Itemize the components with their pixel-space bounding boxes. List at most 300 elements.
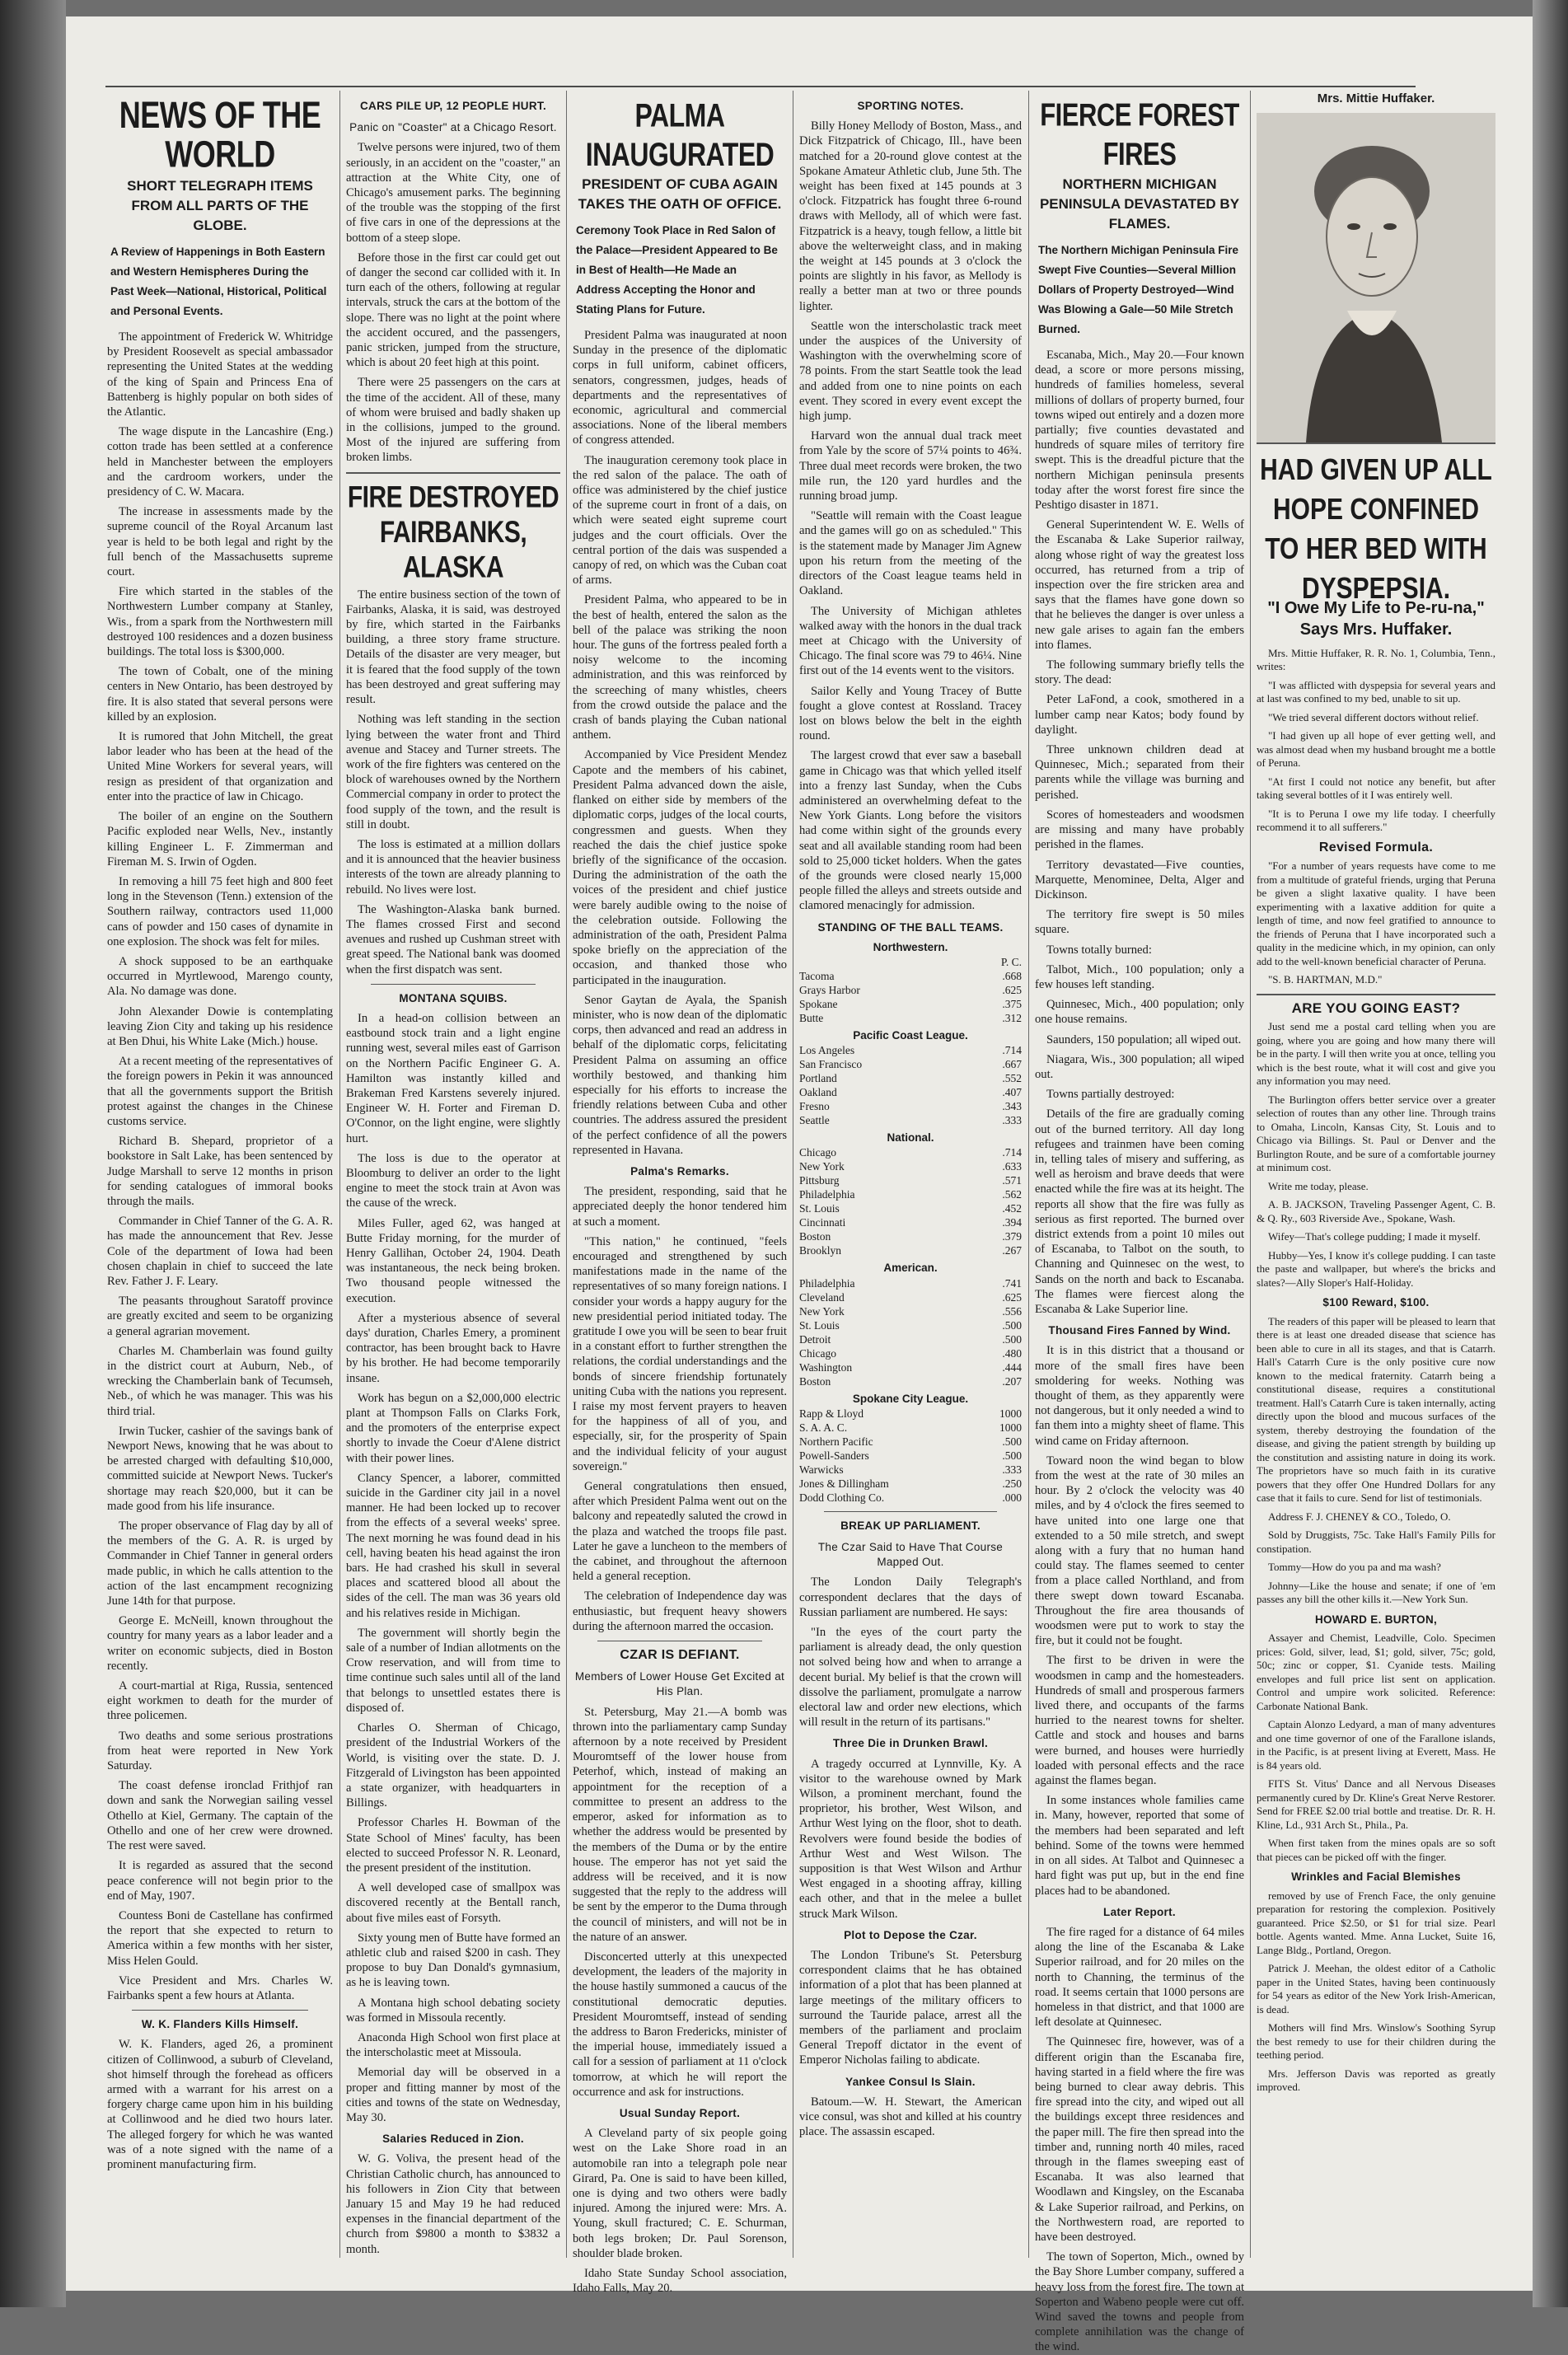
paragraph: Scores of homesteaders and woodsmen are missing and many have probably perished in the flames. (1035, 808, 1244, 852)
subhead: PRESIDENT OF CUBA AGAIN TAKES THE OATH OF OFFICE. (578, 176, 782, 212)
paragraph: General Superintendent W. E. Wells of the Escanaba & Lake Superior railway, along whose right of way the greatest loss occurred, has returned from a trip of inspection over the fire stricken area and says that the flames have gone down so that he believes the danger is over unless a new gale arises to again fan the embers into flames. (1035, 518, 1244, 652)
team-percentage: .625 (1002, 1290, 1022, 1304)
column-news-of-the-world (107, 92, 333, 2259)
team-percentage: .500 (1002, 1318, 1022, 1332)
team-percentage: .552 (1002, 1072, 1022, 1085)
ad-headline: HAD GIVEN UP ALL HOPE CONFINED TO HER BED WITH DYSPEPSIA. (1260, 453, 1492, 605)
table-row (799, 1435, 1022, 1449)
paragraph: Two deaths and some serious prostrations from heat were reported in New York Saturday. (107, 1729, 333, 1773)
team-percentage: .000 (1002, 1491, 1022, 1504)
team-percentage: .633 (1002, 1160, 1022, 1173)
paragraph: A Montana high school debating society was formed in Missoula recently. (346, 1996, 560, 2025)
paragraph: The proper observance of Flag day by all of the members of the G. A. R. is urged by Commander in Chief Tanner in general orders made public, in which he calls attention to the action of the last encampment recognizing June 14th for that purpose. (107, 1519, 333, 1608)
headline: FIERCE FOREST FIRES (1040, 96, 1239, 172)
paragraph: The town of Soperton, Mich., owned by the Bay Shore Lumber company, suffered a heavy loss from the forest fire. The town at Soperton and Wabeno people were cut off. Wind saved the towns and people from complete annihilation was the change of the wind. (1035, 2250, 1244, 2354)
table-header-row (799, 955, 1022, 969)
paragraph: A Cleveland party of six people going west on the Lake Shore road in an automobile ran into a telegraph pole near Girard, Pa. One is said to have been killed, one is dying and two others were badly injured. Among the injured were: Mrs. A. Young, skull fractured; C. E. Schurman, both legs broken; Dr. Paul Sorenson, shoulder blade broken. (573, 2127, 787, 2260)
paragraph: In some instances whole families came in. Many, however, reported that some of the members had been separated and left behind. Some of the towns were hemmed in on all sides. At Talbot and Quinnesec a hard fight was put up, but in the end fine places had to be abandoned. (1035, 1794, 1244, 1898)
article-body (1035, 1343, 1244, 1898)
table-row (799, 1463, 1022, 1477)
team-name: Powell-Sanders (799, 1449, 869, 1462)
paragraph: In removing a hill 75 feet high and 800 feet long in the Stevenson (Tenn.) extension of the Southern railway, contractors used 11,000 cans of powder and 150 cases of dynamite in one explosion. The shock was felt for miles. (107, 874, 333, 948)
article-kicker: CZAR IS DEFIANT. (620, 1648, 740, 1663)
article-body (573, 328, 787, 1158)
paragraph: removed by use of French Face, the only genuine preparation for restoring the complexion. Positively guaranteed. Price $2.50, or $1 for trial size. Pearl bottle. Agents wanted. Mme. Anna Lucket, Suite 16, Lange Bldg., Portland, Oregon. (1257, 1889, 1495, 1956)
team-percentage: .668 (1002, 969, 1022, 982)
paragraph: "For a number of years requests have come to me from a multitude of grateful friends, urging that Peruna be given a slight laxative quality. I have been experimenting with a laxative addition for quite a length of time, and now feel gratified to announce to the friends of Peruna that I have incorporated such a quality in the medicine which, in my opinion, can only add to the well-known beneficial character of Peruna. (1257, 859, 1495, 967)
article-body (346, 588, 560, 977)
team-percentage: .250 (1002, 1477, 1022, 1490)
paragraph: The town of Cobalt, one of the mining centers in New Ontario, has been destroyed by fire. It is also stated that several persons were killed by an explosion. (107, 665, 333, 723)
deck: Ceremony Took Place in Red Salon of the Palace—President Appeared to Be in Best of Health—He Made an Address Accepting the Honor and Stating Plans for Future. (576, 224, 778, 316)
standings-title: STANDING OF THE BALL TEAMS. (817, 920, 1004, 934)
article-body (799, 1948, 1022, 2068)
standings-table (799, 1407, 1022, 1505)
paragraph: The Burlington offers better service over a greater selection of routes than any other line. Through trains to Omaha, Lincoln, Kansas City, St. Louis and to Chicago via Billings. St. Paul or Denver and the Burlington Route, and be sure of a comfortable journey at minimum cost. (1257, 1093, 1495, 1173)
paragraph: Work has begun on a $2,000,000 electric plant at Thompson Falls on Clarks Fork, and the promoters of the enterprise expect shortly to invade the Coeur d'Alene district with their power lines. (346, 1391, 560, 1465)
table-row (799, 1374, 1022, 1388)
article-kicker: Salaries Reduced in Zion. (382, 2133, 524, 2146)
team-percentage: .500 (1002, 1449, 1022, 1462)
paragraph: President Palma was inaugurated at noon Sunday in the presence of the diplomatic corps in full uniform, cabinet officers, senators, congressmen, judges, heads of departments and the representatives of economic, agricultural and commercial associations. None of the liberal members of congress attended. (573, 329, 787, 447)
paragraph: Disconcerted utterly at this unexpected development, the leaders of the majority in the house hastily summoned a caucus of the constitutional democratic deputies. President Mouromtseff, instead of sending the address to Baron Fredericks, minister of the imperial house, immediately issued a call for a session of parliament at 11 o'clock tomorrow, at which he will report the occurrence and ask for instructions. (573, 1950, 787, 2099)
paragraph: Write me today, please. (1268, 1179, 1369, 1192)
headline: NEWS OF THE WORLD (119, 93, 321, 176)
paragraph: Commander in Chief Tanner of the G. A. R. has made the announcement that Rev. Jesse Cole of the department of Iowa had been chosen chaplain in chief to succeed the late Rev. Father J. F. Leary. (107, 1215, 333, 1288)
paragraph: Fire which started in the stables of the Northwestern Lumber company at Stanley, Wis., from a spark from the Northwestern mill destroyed 100 residences and a dozen business buildings. The total loss is $300,000. (107, 585, 333, 659)
paragraph: Richard B. Shepard, proprietor of a bookstore in Salt Lake, has been sentenced by Judge Marshall to serve 12 months in prison for sending catalogues of immoral books through the mails. (107, 1135, 333, 1208)
article-kicker: Later Report. (1103, 1905, 1176, 1918)
article-kicker: Yankee Consul Is Slain. (845, 2075, 976, 2088)
team-name: Detroit (799, 1332, 831, 1346)
paragraph: The increase in assessments made by the supreme council of the Royal Arcanum last year is held to be both legal and right by the full bench of the Massachusetts supreme court. (107, 505, 333, 579)
paragraph: General congratulations then ensued, after which President Palma went out on the balcony and repeatedly saluted the crowd in the plaza and watched the troops file past. Later he gave a luncheon to the members of the cabinet, and throughout the afternoon held a general reception. (573, 1480, 787, 1584)
paragraph: The wage dispute in the Lancashire (Eng.) cotton trade has been settled at a conference held in Manchester between the employers and the cardroom workers, under the presidency of C. W. Macara. (107, 425, 333, 499)
paragraph: Charles O. Sherman of Chicago, president of the Industrial Workers of the World, is visiting over the state. D. J. Fitzgerald of Livingston has been appointed a state organizer, with headquarters in Billings. (346, 1721, 560, 1810)
team-percentage: .375 (1002, 997, 1022, 1010)
team-percentage: .343 (1002, 1100, 1022, 1113)
team-percentage: .714 (1002, 1044, 1022, 1057)
paragraph: The first to be driven in were the woodsmen in camp and the homesteaders. Hundreds of small and prosperous farmers lived there, and occupants of the farms hurried to the nearest towns for shelter. Cattle and stock and houses and barns were burned, and houses were hurriedly loaded with personal effects and the race against the flames began. (1035, 1654, 1244, 1788)
team-name: Northern Pacific (799, 1435, 873, 1448)
ad-quote: "I Owe My Life to Pe-ru-na," Says Mrs. Huffaker. (1267, 598, 1485, 639)
paragraph: At a recent meeting of the representatives of the foreign powers in Pekin it was announced that all the governments support the British protest against the changes in the Chinese customs service. (107, 1055, 333, 1128)
paragraph: The fire raged for a distance of 64 miles along the line of the Escanaba & Lake Superior railroad, and for 20 miles on the north to Channing, the terminus of the road. It seems certain that 1000 persons are homeless in that district, and that 1000 are left desolate at Quinnesec. (1035, 1925, 1244, 2030)
paragraph: A court-martial at Riga, Russia, sentenced eight workmen to death for the murder of three policemen. (107, 1679, 333, 1723)
table-row (799, 1159, 1022, 1173)
scan-edge-right (1533, 0, 1568, 2307)
paragraph: The University of Michigan athletes walked away with the honors in the dual track meet at Chicago with the University of Chicago. The final score was 79 to 46¼. Nine first out of the 14 events went to the visitors. (799, 604, 1022, 678)
column-rule (1250, 91, 1251, 2258)
team-percentage: .407 (1002, 1086, 1022, 1099)
paragraph: It is rumored that John Mitchell, the great labor leader who has been at the head of the United Mine Workers for several years, will resign as president of that organization and enter into the practice of law in Chicago. (107, 730, 333, 803)
paragraph: Territory devastated—Five counties, Marquette, Menominee, Delta, Alger and Dickinson. (1035, 858, 1244, 901)
article-body (1035, 348, 1244, 1317)
article-body (346, 1011, 560, 2125)
article-deck: Members of Lower House Get Excited at His Plan. (574, 1670, 785, 1698)
paragraph: The celebration of Independence day was enthusiastic, but frequent heavy showers during the afternoon marred the occasion. (573, 1590, 787, 1633)
subhead: SHORT TELEGRAPH ITEMS FROM ALL PARTS OF THE GLOBE. (127, 178, 313, 233)
deck: A Review of Happenings in Both Eastern and Western Hemispheres During the Past Week—National, Historical, Political and Personal Events. (110, 246, 327, 317)
team-name: Cincinnati (799, 1216, 846, 1229)
paragraph: There were 25 passengers on the cars at the time of the accident. All of these, many of whom were bruised and badly shaken up in the collisions, jumped to the ground. Most of the injured are suffering from broken limbs. (346, 376, 560, 465)
paragraph: Countess Boni de Castellane has confirmed the report that she expected to return to America within a few months with her sister, Miss Helen Gould. (107, 1908, 333, 1968)
team-name: Seattle (799, 1114, 830, 1127)
paragraph: Accompanied by Vice President Mendez Capote and the members of his cabinet, President Palma advanced down the aisle, flanked on either side by members of the diplomatic corps, judges of the local courts, congressmen and guests. When they reached the dais the chief justice spoke briefly of the significance of the occasion. During the administration of the oath the voices of the president and chief justice were barely audible owing to the noise of the celebration outside. Following the administration of the oath, President Palma spoke briefly on the appreciation of the occasion, and thanked those who participated in the inauguration. (573, 748, 787, 987)
paragraph: Anaconda High School won first place at the interscholastic meet at Missoula. (346, 2030, 560, 2060)
team-name: Chicago (799, 1146, 836, 1159)
paragraph: "I was afflicted with dyspepsia for several years and at last was confined to my bed, unable to sit up. (1257, 678, 1495, 705)
paragraph: Sixty young men of Butte have formed an athletic club and raised $200 in cash. They propose to buy Dan Donald's gymnasium, as he is leaving town. (346, 1931, 560, 1990)
paragraph: W. G. Voliva, the present head of the Christian Catholic church, has announced to his followers in Zion City that between January 15 and May 19 he had reduced expenses in the financial department of the church from $9800 a month to $3832 a month. (346, 2152, 560, 2256)
team-name: Boston (799, 1230, 831, 1243)
team-percentage: .394 (1002, 1216, 1022, 1229)
paragraph: Billy Honey Mellody of Boston, Mass., and Dick Fitzpatrick of Chicago, Ill., have been matched for a 20-round glove contest at the Spokane Amateur Athletic club, June 5th. The weight has been fixed at 145 pounds at 3 o'clock. Fitzpatrick has fought three 6-round draws with Mellody, all of which were fast. Fitzpatrick is a heavy, tough fellow, a little bit above the welterweight class, and in making the weight at 145 pounds at 3 o'clock the points are slightly in his favor, as Mellody is really a better man at two or three pounds lighter. (799, 119, 1022, 313)
table-row (799, 1145, 1022, 1159)
team-name: Warwicks (799, 1463, 844, 1476)
paragraph: "This nation," he continued, "feels encouraged and strengthened by such manifestations made in the name of the representatives of so many foreign nations. I consider your words a happy augury for the new presidential period initiated today. The gratitude I owe you will be seen to bear fruit in a constant effort to further strengthen the relations, the cordial understandings and the bonds of sincere friendship fortunately uniting Cuba with the nations you represent. I raise my most fervent prayers to heaven for the happiness of all of you, and especially, sir, for the prosperity of Spain and the individual felicity of your august sovereign." (573, 1234, 787, 1473)
team-percentage: .267 (1002, 1244, 1022, 1257)
pc-label: P. C. (1000, 955, 1022, 968)
headline: PALMA INAUGURATED (585, 96, 775, 173)
table-row (799, 1043, 1022, 1057)
team-percentage: .556 (1002, 1304, 1022, 1318)
table-row (799, 1099, 1022, 1113)
newspaper-page (66, 16, 1533, 2354)
paragraph: Talbot, Mich., 100 population; only a few houses left standing. (1035, 962, 1244, 991)
team-name: New York (799, 1304, 845, 1318)
team-name: Oakland (799, 1086, 837, 1099)
paragraph: Memorial day will be observed in a proper and fitting manner by most of the cities and towns of the state on Wednesday, May 30. (346, 2066, 560, 2124)
ad-body (1257, 1020, 1495, 1225)
paragraph: Towns totally burned: (1046, 943, 1152, 957)
team-percentage: .312 (1002, 1011, 1022, 1024)
paragraph: Vice President and Mrs. Charles W. Fairbanks spent a few hours at Atlanta. (107, 1973, 333, 2002)
team-name: Brooklyn (799, 1244, 842, 1257)
column-rule (1028, 91, 1029, 2258)
table-row (799, 1071, 1022, 1085)
league-heading: Pacific Coast League. (853, 1028, 968, 1042)
team-name: New York (799, 1160, 845, 1173)
team-percentage: 1000 (999, 1421, 1022, 1434)
table-row (799, 1201, 1022, 1215)
team-percentage: .571 (1002, 1174, 1022, 1187)
article-kicker: Three Die in Drunken Brawl. (832, 1737, 989, 1750)
team-name: St. Louis (799, 1318, 840, 1332)
column-advertisements (1257, 92, 1495, 2259)
paragraph: Towns partially destroyed: (1046, 1088, 1175, 1102)
table-row (799, 969, 1022, 983)
subhead: NORTHERN MICHIGAN PENINSULA DEVASTATED BY FLAMES. (1039, 176, 1240, 232)
ad-body (1257, 1315, 1495, 1557)
table-row (799, 1477, 1022, 1491)
team-name: Butte (799, 1011, 824, 1024)
ad-kicker: HOWARD E. BURTON, (1314, 1613, 1438, 1626)
team-percentage: .667 (1002, 1058, 1022, 1071)
paragraph: A tragedy occurred at Lynnville, Ky. A visitor to the warehouse owned by Mark Wilson, a prominent merchant, found the proprietor, his brother, West Wilson, and Arthur West lying on the floor, shot to death. Revolvers were found beside the bodies of Arthur West and West Wilson. The supposition is that West Wilson and Arthur West engaged in a shooting affray, killing each other, and that in the melee a bullet struck Mark Wilson. (799, 1757, 1022, 1921)
table-row (799, 1421, 1022, 1435)
ad-kicker: Wrinkles and Facial Blemishes (1291, 1870, 1461, 1883)
team-percentage: .741 (1002, 1276, 1022, 1290)
paragraph: Johnny—Like the house and senate; if one of 'em passes any bill the other kills it.—New York Sun. (1257, 1579, 1495, 1605)
paragraph: Just send me a postal card telling when you are going, where you are going and how many there will be in the party. I will then write you at once, telling you which is the best route, what it will cost and give you any information you may need. (1257, 1020, 1495, 1087)
table-row (799, 1491, 1022, 1505)
paragraph: The loss is due to the operator at Bloomburg to deliver an order to the light engine to meet the stock train at Avon was the cause of the wreck. (346, 1151, 560, 1210)
ad-body (1257, 859, 1495, 987)
paragraph: W. K. Flanders, aged 26, a prominent citizen of Collinwood, a suburb of Cleveland, shot himself through the forehead as officers armed with a warrant for his arrest on a forgery charge came upon him in his building at Collinwood and he died two hours later. The alleged forgery for which he was wanted was of a note signed with the name of a prominent manufacturing firm. (107, 2038, 333, 2171)
article-body (346, 2151, 560, 2256)
article-body (573, 2126, 787, 2296)
headline: FIRE DESTROYED FAIRBANKS, ALASKA (347, 480, 559, 584)
table-row (799, 997, 1022, 1011)
paragraph: Assayer and Chemist, Leadville, Colo. Specimen prices: Gold, silver, lead, $1; gold, silver, 75c; gold, 50c; zinc or copper, $1. Cyanide tests. Mailing envelopes and full price list sent on application. Control and umpire work solicited. Reference: Carbonate National Bank. (1257, 1632, 1495, 1712)
paragraph: The government will shortly begin the sale of a number of Indian allotments on the Crow reservation, and will from time to time continue such sales until all of the land that belongs to unsettled estates there is disposed of. (346, 1626, 560, 1715)
team-name: Chicago (799, 1346, 836, 1360)
paragraph: Mothers will find Mrs. Winslow's Soothing Syrup the best remedy to use for their children during the teething period. (1257, 2021, 1495, 2061)
filler-body (1257, 1230, 1495, 1290)
team-percentage: .379 (1002, 1230, 1022, 1243)
table-row (799, 1215, 1022, 1229)
team-name: Pittsburg (799, 1174, 840, 1187)
team-percentage: .562 (1002, 1188, 1022, 1201)
paragraph: A. B. JACKSON, Traveling Passenger Agent, C. B. & Q. Ry., 603 Riverside Ave., Spokane, Wash. (1257, 1198, 1495, 1224)
paragraph: The Washington-Alaska bank burned. The flames crossed First and second avenues and rushed up Cushman street with great speed. The National bank was doomed when the first dispatch was sent. (346, 902, 560, 976)
paragraph: The appointment of Frederick W. Whitridge by President Roosevelt as special ambassador representing the United States at the wedding of the king of Spain and Princess Ena of Battenberg is highly popular on both sides of the Atlantic. (107, 330, 333, 419)
team-name: Fresno (799, 1100, 830, 1113)
table-row (799, 1243, 1022, 1257)
paragraph: Mrs. Mittie Huffaker, R. R. No. 1, Columbia, Tenn., writes: (1257, 646, 1495, 672)
paragraph: Charles M. Chamberlain was found guilty in the district court at Auburn, Neb., of wrecking the Chamberlain bank of Tecumseh, Neb., of which he was manager. This was his third trial. (107, 1344, 333, 1418)
scan-edge-left (0, 0, 66, 2307)
paragraph: The president, responding, said that he appreciated deeply the honor tendered him at such a moment. (573, 1185, 787, 1229)
team-name: Rapp & Lloyd (799, 1407, 864, 1420)
league-heading: Northwestern. (873, 940, 948, 953)
team-name: S. A. A. C. (799, 1421, 848, 1434)
paragraph: Hubby—Yes, I know it's college pudding. I can taste the paste and wallpaper, but where's the bricks and slates?—Ally Sloper's Half-Holiday. (1257, 1248, 1495, 1289)
paragraph: Senor Gaytan de Ayala, the Spanish minister, who is now dean of the diplomatic corps, then advanced and read an address in behalf of the diplomatic corps, felicitating President Palma on assuming an office worthily bestowed, and thanking him especially for his efforts to increase the friendly relations between Cuba and other countries. The address assured the president of the perfect confidence of all the powers represented in Havana. (573, 993, 787, 1157)
article-kicker: MONTANA SQUIBS. (399, 991, 508, 1004)
paragraph: Professor Charles H. Bowman of the State School of Mines' faculty, has been elected to succeed Professor N. R. Leonard, the present president of the institution. (346, 1816, 560, 1875)
article-kicker: BREAK UP PARLIAMENT. (840, 1519, 981, 1532)
article-body (799, 2095, 1022, 2140)
table-row (799, 1449, 1022, 1463)
paragraph: Idaho State Sunday School association, Idaho Falls, May 20. (573, 2266, 787, 2296)
table-row (799, 1407, 1022, 1421)
paragraph: Sold by Druggists, 75c. Take Hall's Family Pills for constipation. (1257, 1529, 1495, 1555)
paragraph: Peter LaFond, a cook, smothered in a lumber camp near Katos; body found by daylight. (1035, 693, 1244, 737)
paragraph: Irwin Tucker, cashier of the savings bank of Newport News, knowing that he was about to be arrested charged with defaulting $10,000, committed suicide at Newport News. Tucker's shortage may reach $20,000, but it can be made good from his life insurance. (107, 1424, 333, 1513)
article-kicker: Thousand Fires Fanned by Wind. (1048, 1324, 1231, 1337)
paragraph: "We tried several different doctors without relief. (1268, 710, 1479, 723)
team-name: Cleveland (799, 1290, 845, 1304)
table-row (799, 1290, 1022, 1304)
team-percentage: .333 (1002, 1463, 1022, 1476)
article-body (1035, 1925, 1244, 2355)
paragraph: The boiler of an engine on the Southern Pacific exploded near Wells, Nev., instantly killing Engineer L. F. Zimmerman and Fireman M. S. Irwin of Ogden. (107, 810, 333, 868)
paragraph: After a mysterious absence of several days' duration, Charles Emery, a prominent contractor, has been brought back to Havre by his brother. He had become temporarily insane. (346, 1311, 560, 1385)
paragraph: Twelve persons were injured, two of them seriously, in an accident on the "coaster," an attraction at the White City, one of Chicago's amusement parks. The beginning of the trouble was the stopping of the first of five cars in one of the depressions at the bottom of a steep slope. (346, 141, 560, 245)
ad-body (1257, 1889, 1495, 1958)
article-body (107, 2037, 333, 2172)
paragraph: George E. McNeill, known throughout the country for many years as a labor leader and a writer on economic subjects, died in Boston recently. (107, 1614, 333, 1673)
paragraph: The largest crowd that ever saw a baseball game in Chicago was that which yelled itself into a frenzy last Sunday, when the Cubs administered an overwhelming defeat to the New York Giants. Long before the visitors had come within sight of the grounds every seat and all available standing room had been sold to 25,000 ticket holders. When the gates of the grounds were closed nearly 15,000 people filled the alleys and streets outside and clamored menacingly for admission. (799, 749, 1022, 913)
paragraph: Harvard won the annual dual track meet from Yale by the score of 57¼ points to 46¾. Three dual meet records were broken, the two mile run, the 120 yard hurdles and the running broad jump. (799, 429, 1022, 503)
paragraph: It is regarded as assured that the second peace conference will not begin prior to the end of May, 1907. (107, 1859, 333, 1903)
paragraph: The Quinnesec fire, however, was of a different origin than the Escanaba fire, having started in a field where the fire was being burned to clear away debris. This fire spread into the city, and wiped out all the buildings except three residences and the paper mill. The fire then spread into the timber and, running north 40 miles, raced through in the flames sweeping east of Escanaba. It was also learned that Woodlawn and Kingsley, on the Escanaba & Lake Superior railroad, and Perkins, on the Northwestern road, are reported to have been destroyed. (1035, 2035, 1244, 2244)
team-name: Tacoma (799, 969, 835, 982)
paragraph: Saunders, 150 population; all wiped out. (1046, 1032, 1242, 1046)
divider (1257, 994, 1495, 995)
standings-table (799, 1043, 1022, 1127)
team-name: San Francisco (799, 1058, 863, 1071)
paragraph: Toward noon the wind began to blow from the west at the rate of 30 miles an hour. By 2 o'clock the velocity was 40 miles, and by 4 o'clock the fires seemed to have united into one large one that extended to a 50 mile stretch, and swept along with a fury that no human hand could stay. The flames seemed to center from a place called Northland, and from there swept down toward Escanaba. Throughout the fire area thousands of woodsmen were put to work to stay the fire, but it could not be fought. (1035, 1454, 1244, 1648)
top-rule (105, 86, 1416, 87)
paragraph: Batoum.—W. H. Stewart, the American vice consul, was shot and killed at his country place. The assassin escaped. (799, 2095, 1022, 2139)
team-percentage: .480 (1002, 1346, 1022, 1360)
divider (132, 2010, 308, 2011)
table-row (799, 1229, 1022, 1243)
paragraph: President Palma, who appeared to be in the best of health, entered the salon as the bell of the palace was striking the noon hour. The guns of the fortress pealed forth a noisy welcome to the incoming administration, and this was reinforced by the screeching of many whistles, cheers from the crowd outside the palace and the crash of bands playing the Cuban national anthem. (573, 593, 787, 742)
team-name: Portland (799, 1072, 837, 1085)
paragraph: Seattle won the interscholastic track meet under the auspices of the University of Washington with the overwhelming score of 78 points. From the start Seattle took the lead and added from one to nine points on each event. They scored in every event except the high jump. (799, 319, 1022, 424)
article-kicker: Usual Sunday Report. (619, 2106, 741, 2119)
filler-body (1257, 1962, 1495, 2095)
paragraph: When first taken from the mines opals are so soft that pieces can be picked off with the finger. (1257, 1837, 1495, 1863)
team-percentage: .500 (1002, 1332, 1022, 1346)
paragraph: A shock supposed to be an earthquake occurred in Myrtlewood, Marengo county, Ala. No damage was done. (107, 954, 333, 999)
team-name: Boston (799, 1374, 831, 1388)
paragraph: The loss is estimated at a million dollars and it is announced that the heavier business interests of the town are already planning to rebuild. No lives were lost. (346, 837, 560, 897)
paragraph: Patrick J. Meehan, the oldest editor of a Catholic paper in the United States, having been continuously for 54 years as editor of the New York Irish-American, is dead. (1257, 1962, 1495, 2016)
team-percentage: .444 (1002, 1360, 1022, 1374)
article-deck: Panic on "Coaster" at a Chicago Resort. (349, 121, 557, 134)
table-row (799, 1304, 1022, 1318)
league-heading: National. (887, 1131, 934, 1145)
paragraph: Tommy—How do you pa and ma wash? (1268, 1561, 1441, 1573)
paragraph: The following summary briefly tells the story. The dead: (1035, 658, 1244, 687)
paragraph: Wifey—That's college pudding; I made it myself. (1268, 1230, 1481, 1243)
article-body (799, 119, 1022, 913)
article-kicker: Palma's Remarks. (630, 1164, 729, 1178)
ad-body (1257, 647, 1495, 835)
team-name: Spokane (799, 997, 838, 1010)
table-row (799, 1332, 1022, 1346)
league-heading: Spokane City League. (852, 1392, 969, 1405)
column-fairbanks (346, 92, 560, 2259)
article-body (799, 1757, 1022, 1922)
team-percentage: .452 (1002, 1202, 1022, 1215)
team-name: Philadelphia (799, 1188, 855, 1201)
column-palma (573, 92, 787, 2296)
team-percentage: .625 (1002, 983, 1022, 996)
column-forest-fires (1035, 92, 1244, 2354)
article-kicker: CARS PILE UP, 12 PEOPLE HURT. (359, 100, 546, 112)
paragraph: "It is to Peruna I owe my life today. I cheerfully recommend it to all sufferers." (1257, 807, 1495, 833)
table-row (799, 1346, 1022, 1360)
article-body (346, 140, 560, 465)
paragraph: Clancy Spencer, a laborer, committed suicide in the Gardiner city jail in a novel manner. He had been locked up to recover from the effects of a several weeks' spree. The next morning he was found dead in his cell, having beaten his head against the iron bars. He had crashed his skull in several places and scattered blood all about the sides of the cell. The man was 36 years old and his relatives reside in Michigan. (346, 1471, 560, 1620)
paragraph: Address F. J. CHENEY & CO., Toledo, O. (1268, 1510, 1451, 1523)
paragraph: St. Petersburg, May 21.—A bomb was thrown into the parliamentary camp Sunday afternoon by a note received by President Mouromtseff of the lower house from Peterhof, which, instead of making an appointment for the reception of a committee to present an address to the emperor, asked for information as to whether the address would be presented by the members of the Duma or by the entire house. The emperor has not yet said the address will be received, and it is now suggested that the reply to the address will be sent by the emperor to the Duma through the council of ministers, and will not be in the nature of an answer. (573, 1705, 787, 1944)
paragraph: Quinnesec, Mich., 400 population; only one house remains. (1035, 998, 1244, 1027)
portrait-caption: Mrs. Mittie Huffaker. (1317, 91, 1435, 105)
paragraph: "S. B. HARTMAN, M.D." (1268, 973, 1383, 986)
ad-kicker: ARE YOU GOING EAST? (1291, 1000, 1461, 1016)
paragraph: Nothing was left standing in the section lying between the water front and Third avenue and Stacey and Turner streets. The work of the fire fighters was centered on the block of warehouses owned by the Northern Commercial company in order to protect the food supply of the town, and the result is still in doubt. (346, 713, 560, 831)
ad-kicker: Revised Formula. (1318, 840, 1434, 854)
table-row (799, 1318, 1022, 1332)
divider (371, 984, 536, 985)
paragraph: The territory fire swept is 50 miles square. (1035, 908, 1244, 937)
paragraph: "In the eyes of the court party the parliament is already dead, the only question not solved being how and when to arrange a decent burial. My belief is that the crown will dissolve the parliament, promulgate a narrow electoral law and order new elections, which will result in the return of its partisans." (799, 1626, 1022, 1730)
paragraph: John Alexander Dowie is contemplating leaving Zion City and taking up his residence at Ben Dhui, his White Lake (Mich.) house. (107, 1004, 333, 1048)
article-body (107, 330, 333, 2003)
paragraph: A well developed case of smallpox was discovered recently at the Bentall ranch, about five miles east of Forsyth. (346, 1881, 560, 1925)
team-name: Los Angeles (799, 1044, 855, 1057)
paragraph: The peasants throughout Saratoff province are greatly excited and seem to be organizing a general agrarian movement. (107, 1295, 333, 1338)
table-row (799, 1011, 1022, 1025)
table-row (799, 1113, 1022, 1127)
article-kicker: SPORTING NOTES. (857, 100, 964, 112)
team-name: Philadelphia (799, 1276, 855, 1290)
paragraph: Captain Alonzo Ledyard, a man of many adventures and one time governor of one of the Farallone islands, in the Pacific, is at present living at Everett, Mass. He is 84 years old. (1257, 1718, 1495, 1772)
paragraph: "Seattle will remain with the Coast league and the games will go on as scheduled." This is the statement made by Manager Jim Agnew upon his return from the meeting of the directors of the Coast league teams held in Oakland. (799, 509, 1022, 598)
table-cell (799, 955, 965, 969)
ad-kicker: $100 Reward, $100. (1322, 1296, 1430, 1309)
ad-body (1257, 1632, 1495, 1713)
paragraph: Mrs. Jefferson Davis was reported as greatly improved. (1257, 2067, 1495, 2093)
standings-table (799, 1276, 1022, 1388)
paragraph: "At first I could not notice any benefit, but after taking several bottles of it I was entirely well. (1257, 775, 1495, 801)
team-percentage: .500 (1002, 1435, 1022, 1448)
paragraph: Sailor Kelly and Young Tracey of Butte fought a glove contest at Rossland. Tracey lost on blows below the belt in the eighth round. (799, 684, 1022, 743)
table-row (799, 983, 1022, 997)
standings-table (799, 955, 1022, 1025)
paragraph: The inauguration ceremony took place in the red salon of the palace. The oath of office was administered by the chief justice of the supreme court in front of a dais, on which were seated eight supreme court judges and the court officials. Over the central portion of the dais was suspended a canopy of red, on which was the Cuban coat of arms. (573, 453, 787, 588)
paragraph: Niagara, Wis., 300 population; all wiped out. (1035, 1052, 1244, 1081)
table-row (799, 1360, 1022, 1374)
portrait-image (1257, 113, 1495, 444)
team-percentage: .207 (1002, 1374, 1022, 1388)
standings-table (799, 1145, 1022, 1257)
portrait-illustration (1257, 113, 1495, 442)
paragraph: Three unknown children dead at Quinnesec, Mich.; separated from their parents while the village was burning and perished. (1035, 743, 1244, 802)
team-name: Grays Harbor (799, 983, 860, 996)
paragraph: The London Tribune's St. Petersburg correspondent claims that he has obtained information of a plot that has been planned at large meetings of the military officers to surround the Tauride palace, arrest all the members of the parliament and proclaim General Trepoff dictator in the event of Emperor Nicholas failing to abdicate. (799, 1949, 1022, 2067)
column-rule (339, 91, 340, 2258)
divider (346, 472, 560, 474)
article-body (799, 1575, 1022, 1730)
paragraph: It is in this district that a thousand or more of the small fires have been smoldering for weeks. Nothing was thought of them, as they apparently were not dangerous, but it only needed a wind to fan them into a mighty sheet of flame. This wind came on Friday afternoon. (1035, 1344, 1244, 1448)
paragraph: FITS St. Vitus' Dance and all Nervous Diseases permanently cured by Dr. Kline's Great Nerve Restorer. Send for FREE $2.00 trial bottle and treatise. Dr. R. H. Kline, Ld., 931 Arch St., Phila., Pa. (1257, 1777, 1495, 1831)
article-kicker: Plot to Depose the Czar. (844, 1928, 977, 1941)
paragraph: Details of the fire are gradually coming out of the burned territory. All day long refugees and trainmen have been coming in, telling tales of misery and suffering, as well as heroism and brave deeds that were enacted while the fire was at its height. The reports all show that the fire was fully as serious as first reported. The burned over district extends from a point 10 miles out of Escanaba, to Talbot on the south, to Channing and Quinnesec on the west, to Sands on the north and back to Escanaba. The flames were fiercest along the Escanaba & Lake Superior line. (1035, 1107, 1244, 1316)
divider (824, 1511, 997, 1512)
league-heading: American. (883, 1262, 938, 1275)
paragraph: The London Daily Telegraph's correspondent declares that the days of Russian parliament are numbered. He says: (799, 1575, 1022, 1619)
table-row (799, 1187, 1022, 1201)
column-rule (566, 91, 567, 2258)
paragraph: Escanaba, Mich., May 20.—Four known dead, a score or more persons missing, hundreds of families homeless, several millions of dollars of property burned, four towns wiped out entirely and a dozen more partially; five counties devastated and hundreds of square miles of territory fire swept. This is the dreadful picture that the northern Michigan peninsula presents today after the worst forest fire since the Peshtigo disaster in 1871. (1035, 349, 1244, 513)
team-name: Dodd Clothing Co. (799, 1491, 885, 1504)
team-name: St. Louis (799, 1202, 840, 1215)
paragraph: "I had given up all hope of ever getting well, and was almost dead when my husband brought me a bottle of Peruna. (1257, 729, 1495, 769)
team-name: Jones & Dillingham (799, 1477, 889, 1490)
standings-tables (799, 940, 1022, 1505)
filler-body (1257, 1718, 1495, 1864)
deck: The Northern Michigan Peninsula Fire Swept Five Counties—Several Million Dollars of Property Destroyed—Wind Was Blowing a Gale—50 Mile Stretch Burned. (1038, 244, 1239, 335)
table-row (799, 1085, 1022, 1099)
